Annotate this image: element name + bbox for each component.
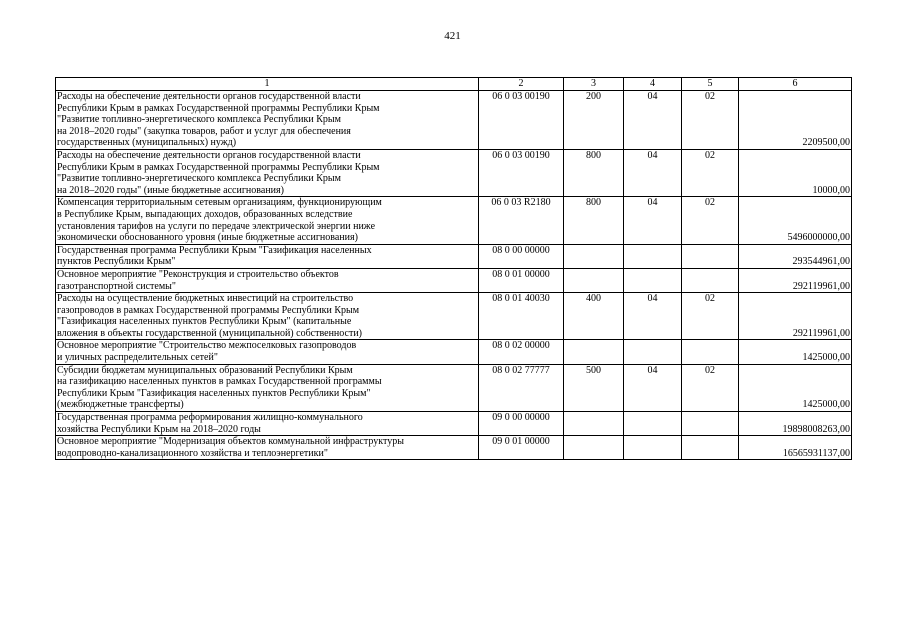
target-code: 08 0 00 00000 — [479, 244, 564, 268]
row-name: Компенсация территориальным сетевым организациям, функционирующим в Республике Крым, выпадающих доходов, образованных вследствие установления тарифов на услуги по передаче электрической энергии ниже экономически обоснованного уровня (иные бюджетные ассигнования) — [56, 197, 479, 244]
amount: 1425000,00 — [739, 364, 852, 411]
subsection-code: 02 — [682, 197, 739, 244]
table-header-row — [56, 78, 852, 91]
row-name: Расходы на обеспечение деятельности органов государственной власти Республики Крым в рамках Государственной программы Республики Крым "Развитие топливно-энергетического комплекса Республики Крым на 2018–2020 годы" (иные бюджетные ассигнования) — [56, 149, 479, 196]
column-header-3: 3 — [564, 78, 624, 91]
amount: 292119961,00 — [739, 293, 852, 340]
column-header-4: 4 — [624, 78, 682, 91]
table-row — [56, 244, 852, 268]
table-row — [56, 268, 852, 292]
table-row — [56, 340, 852, 364]
section-code — [624, 340, 682, 364]
target-code: 06 0 03 00190 — [479, 149, 564, 196]
subsection-code — [682, 268, 739, 292]
table-row — [56, 412, 852, 436]
section-code — [624, 268, 682, 292]
section-code: 04 — [624, 91, 682, 150]
section-code: 04 — [624, 149, 682, 196]
section-code: 04 — [624, 197, 682, 244]
row-name: Субсидии бюджетам муниципальных образований Республики Крым на газификацию населенных пунктов в рамках Государственной программы Республики Крым "Газификация населенных пунктов Республики Крым" (межбюджетные трансферты) — [56, 364, 479, 411]
expense-type-code — [564, 340, 624, 364]
row-name: Основное мероприятие "Строительство межпоселковых газопроводов и уличных распределительных сетей" — [56, 340, 479, 364]
subsection-code: 02 — [682, 364, 739, 411]
expense-type-code: 200 — [564, 91, 624, 150]
column-header-6: 6 — [739, 78, 852, 91]
column-header-5: 5 — [682, 78, 739, 91]
row-name: Государственная программа Республики Крым "Газификация населенных пунктов Республики Крым" — [56, 244, 479, 268]
table-row — [56, 436, 852, 460]
subsection-code — [682, 244, 739, 268]
expense-type-code — [564, 436, 624, 460]
amount: 5496000000,00 — [739, 197, 852, 244]
expense-type-code: 400 — [564, 293, 624, 340]
subsection-code: 02 — [682, 149, 739, 196]
subsection-code: 02 — [682, 91, 739, 150]
subsection-code: 02 — [682, 293, 739, 340]
target-code: 08 0 02 77777 — [479, 364, 564, 411]
target-code: 09 0 01 00000 — [479, 436, 564, 460]
amount: 19898008263,00 — [739, 412, 852, 436]
expense-type-code: 800 — [564, 197, 624, 244]
amount: 292119961,00 — [739, 268, 852, 292]
column-header-2: 2 — [479, 78, 564, 91]
section-code — [624, 244, 682, 268]
row-name: Государственная программа реформирования жилищно-коммунального хозяйства Республики Крым на 2018–2020 годы — [56, 412, 479, 436]
table-row — [56, 91, 852, 150]
target-code: 06 0 03 R2180 — [479, 197, 564, 244]
row-name: Основное мероприятие "Модернизация объектов коммунальной инфраструктуры водопроводно-канализационного хозяйства и теплоэнергетики" — [56, 436, 479, 460]
table-row — [56, 293, 852, 340]
table-row — [56, 364, 852, 411]
row-name: Расходы на обеспечение деятельности органов государственной власти Республики Крым в рамках Государственной программы Республики Крым "Развитие топливно-энергетического комплекса Республики Крым на 2018–2020 годы" (закупка товаров, работ и услуг для обеспечения государственных (муниципальных) нужд) — [56, 91, 479, 150]
target-code: 08 0 01 00000 — [479, 268, 564, 292]
amount: 10000,00 — [739, 149, 852, 196]
section-code — [624, 412, 682, 436]
expense-type-code: 800 — [564, 149, 624, 196]
row-name: Расходы на осуществление бюджетных инвестиций на строительство газопроводов в рамках Государственной программы Республики Крым "Газификация населенных пунктов Республики Крым" (капитальные вложения в объекты государственной (муниципальной) собственности) — [56, 293, 479, 340]
subsection-code — [682, 412, 739, 436]
page-number: 421 — [444, 30, 461, 42]
amount: 1425000,00 — [739, 340, 852, 364]
expense-type-code — [564, 412, 624, 436]
amount: 293544961,00 — [739, 244, 852, 268]
row-name: Основное мероприятие "Реконструкция и строительство объектов газотранспортной системы" — [56, 268, 479, 292]
column-header-1: 1 — [56, 78, 479, 91]
table-row — [56, 197, 852, 244]
expense-type-code — [564, 268, 624, 292]
target-code: 09 0 00 00000 — [479, 412, 564, 436]
subsection-code — [682, 436, 739, 460]
amount: 2209500,00 — [739, 91, 852, 150]
section-code: 04 — [624, 364, 682, 411]
expense-type-code — [564, 244, 624, 268]
section-code — [624, 436, 682, 460]
target-code: 08 0 02 00000 — [479, 340, 564, 364]
table-row — [56, 149, 852, 196]
budget-table — [55, 77, 852, 460]
amount: 16565931137,00 — [739, 436, 852, 460]
subsection-code — [682, 340, 739, 364]
target-code: 08 0 01 40030 — [479, 293, 564, 340]
target-code: 06 0 03 00190 — [479, 91, 564, 150]
section-code: 04 — [624, 293, 682, 340]
expense-type-code: 500 — [564, 364, 624, 411]
